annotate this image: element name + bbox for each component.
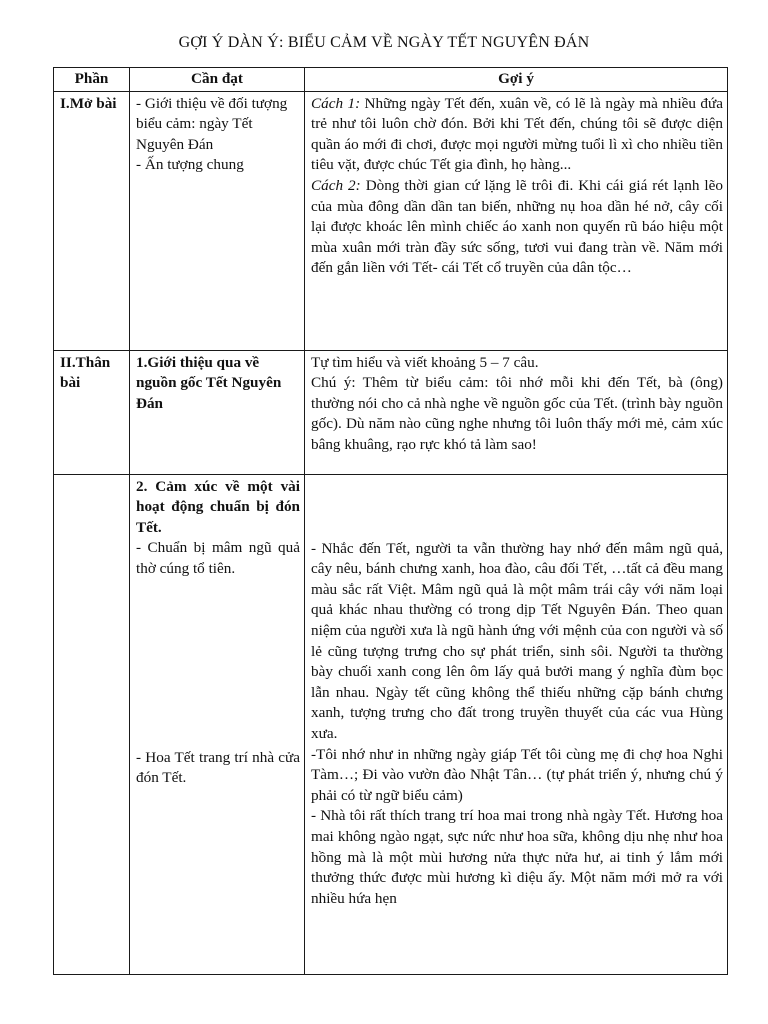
table-header-row <box>54 68 728 92</box>
goal-heading-number: 2 <box>136 477 144 495</box>
header-part: Phần <box>54 68 130 92</box>
method-label: Cách 2: <box>311 176 361 194</box>
table-row <box>54 474 728 974</box>
method-label: Cách 1: <box>311 94 361 112</box>
suggestion-paragraph: Chú ý: Thêm từ biểu cảm: tôi nhớ mỗi khi đến Tết, bà (ông) thường nói cho cả nhà nghe về nguồn gốc của Tết. (trình bày nguồn gốc). Dù năm nào cũng nghe nhưng tôi luôn thấy mới mẻ, cảm xúc bâng khuâng, rạo rực khó tả làm sao! <box>311 374 723 453</box>
spacer <box>311 477 723 539</box>
suggestion-text: Dòng thời gian cứ lặng lẽ trôi đi. Khi cái giá rét lạnh lẽo của mùa đông dần dần tan biến, những nụ hoa dần hé nở, cây cối lại được khoác lên mình chiếc áo xanh non quyến rũ báo hiệu một mùa xuân mới tràn đầy sức sống, tươi vui đang tràn về. Năm mới đến gắn liền với Tết- cái Tết cổ truyền của dân tộc… <box>311 176 723 277</box>
suggestion-paragraph: - Nhà tôi rất thích trang trí hoa mai trong nhà ngày Tết. Hương hoa mai không ngào ngạt, sực nức như hoa sữa, không dịu nhẹ như hoa hồng mà là một mùi hương nửa thực nửa hư, ai tinh ý lắm mới thưởng thức được mùi hương kì diệu ấy. Một năm mới mở ra với nhiều hứa hẹn <box>311 807 723 907</box>
suggestion-paragraph: -Tôi nhớ như in những ngày giáp Tết tôi cùng mẹ đi chợ hoa Nghi Tàm…; Đi vào vườn đào Nhật Tân… (tự phát triển ý, nhưng chú ý phải có từ ngữ biểu cảm) <box>311 745 723 804</box>
goals-cell <box>130 350 305 474</box>
goal-item: - Ấn tượng chung <box>136 156 244 174</box>
part-cell <box>54 474 130 974</box>
part-cell: I.Mở bài <box>54 91 130 350</box>
suggestion-paragraph: Tự tìm hiểu và viết khoảng 5 – 7 câu. <box>311 353 539 371</box>
goals-cell <box>130 91 305 350</box>
goal-item: - Chuẩn bị mâm ngũ quả thờ cúng tổ tiên. <box>136 539 300 577</box>
suggestions-cell <box>305 91 728 350</box>
goal-item: - Hoa Tết trang trí nhà cửa đón Tết. <box>136 748 300 787</box>
suggestion-paragraph <box>311 176 723 279</box>
suggestion-text: Những ngày Tết đến, xuân về, có lẽ là ngày mà nhiều đứa trẻ như tôi luôn chờ đón. Bởi khi Tết đến, chúng tôi sẽ được diện quần áo mới đi chơi, được mọi người mừng tuổi lì xì cho nhiều tiền tiêu vặt, được chúc Tết gia đình, họ hàng... <box>311 94 723 174</box>
header-suggestions: Gợi ý <box>305 68 728 92</box>
table-row <box>54 91 728 350</box>
goal-heading <box>136 477 300 539</box>
goal-item: - Giới thiệu về đối tượng biểu cảm: ngày Tết Nguyên Đán <box>136 94 288 153</box>
spacer <box>136 580 300 748</box>
suggestion-paragraph: - Nhắc đến Tết, người ta vẫn thường hay nhớ đến mâm ngũ quả, cây nêu, bánh chưng xanh, hoa đào, câu đối Tết, …tất cả đều mang màu sắc rất Việt. Mâm ngũ quả là một mâm trái cây với năm loại quả khác nhau thường có trong dịp Tết Nguyên Đán. Theo quan niệm của người xưa là ngũ hành ứng với mệnh của con người và số lẻ cũng tượng trưng cho sự phát triển, sinh sôi. Người ta thường bày chuối xanh cong lên ôm lấy quả bưởi mang ý nghĩa đùm bọc lẫn nhau. Ngày tết cũng không thể thiếu những cặp bánh chưng xanh, tượng trưng cho đất trong truyền thuyết của các vua Hùng xưa. <box>311 539 723 742</box>
goal-heading-text: . Cảm xúc về một vài hoạt động chuẩn bị đón Tết. <box>136 477 300 536</box>
document-title: GỢI Ý DÀN Ý: BIỂU CẢM VỀ NGÀY TẾT NGUYÊN ĐÁN <box>178 34 590 51</box>
suggestion-paragraph <box>311 94 723 176</box>
goal-heading: 1.Giới thiệu qua về nguồn gốc Tết Nguyên Đán <box>136 353 282 412</box>
part-cell: II.Thân bài <box>54 350 130 474</box>
outline-table <box>53 67 728 975</box>
goals-cell <box>130 474 305 974</box>
suggestions-cell <box>305 474 728 974</box>
suggestions-cell <box>305 350 728 474</box>
table-row <box>54 350 728 474</box>
header-goals: Cần đạt <box>130 68 305 92</box>
